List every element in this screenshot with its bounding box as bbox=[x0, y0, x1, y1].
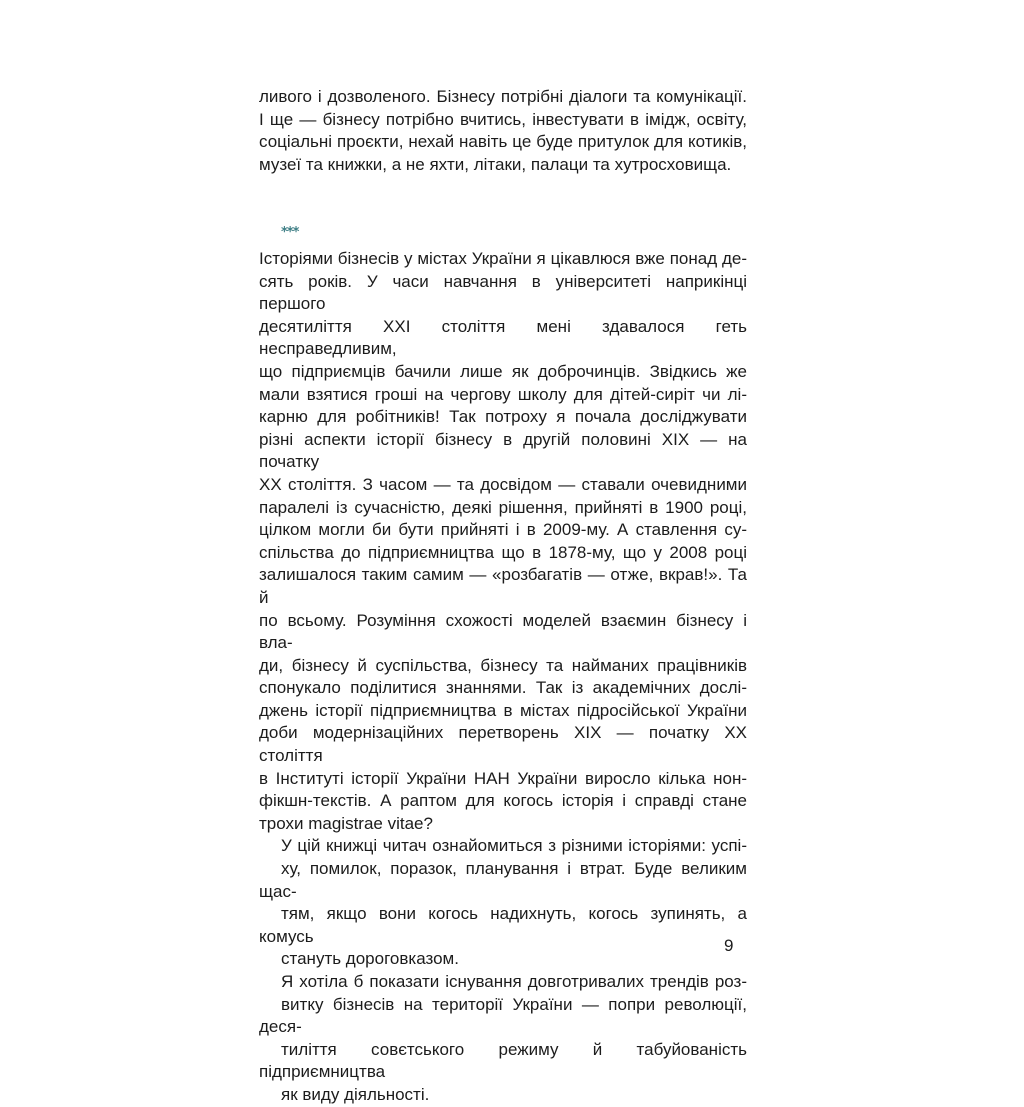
paragraph-2 bbox=[259, 835, 747, 971]
section-separator: *** bbox=[281, 225, 299, 240]
text-line: цілком могли би бути прийняті і в 2009-му. А ставлення су- bbox=[259, 520, 747, 540]
text-line: ди, бізнесу й суспільства, бізнесу та найманих працівників bbox=[259, 655, 747, 675]
intro-paragraph bbox=[259, 86, 747, 176]
text-line: У цій книжці читач ознайомиться з різними історіями: успі- bbox=[281, 836, 747, 856]
text-line: витку бізнесів на території України — попри революції, деся- bbox=[259, 994, 747, 1037]
text-line: спільства до підприємництва що в 1878-му, що у 2008 році bbox=[259, 542, 747, 562]
text-line: що підприємців бачили лише як доброчинців. Звідкись же bbox=[259, 361, 747, 381]
text-line: музеї та книжки, а не яхти, літаки, палаци та хутросховища. bbox=[259, 154, 732, 174]
text-line: десятиліття ХХІ століття мені здавалося геть несправедливим, bbox=[259, 316, 747, 359]
text-line: тям, якщо вони когось надихнуть, когось зупинять, а комусь bbox=[259, 904, 747, 946]
text-line: стануть дороговказом. bbox=[281, 949, 459, 969]
text-line: ХХ століття. З часом — та досвідом — ставали очевидними bbox=[259, 474, 747, 494]
text-line: доби модернізаційних перетворень ХІХ — початку ХХ століття bbox=[259, 723, 747, 766]
text-line: як виду діяльності. bbox=[281, 1084, 430, 1104]
text-line: Я хотіла б показати існування довготривалих трендів роз- bbox=[281, 972, 747, 991]
text-line: тиліття совєтського режиму й табуйованість підприємництва bbox=[259, 1039, 747, 1082]
text-line: ху, помилок, поразок, планування і втрат. Буде великим щас- bbox=[259, 859, 747, 901]
text-line: ливого і дозволеного. Бізнесу потрібні діалоги та комунікації. bbox=[259, 87, 747, 106]
page-number: 9 bbox=[724, 936, 734, 955]
main-text bbox=[259, 248, 747, 1107]
text-line: різні аспекти історії бізнесу в другій половині ХІХ — на початку bbox=[259, 429, 747, 472]
text-line: сять років. У часи навчання в університеті наприкінці першого bbox=[259, 271, 747, 314]
text-line: І ще — бізнесу потрібно вчитись, інвестувати в імідж, освіту, bbox=[259, 109, 747, 129]
text-line: джень історії підприємництва в містах підросійської України bbox=[259, 700, 747, 720]
text-line: Історіями бізнесів у містах України я цікавлюся вже понад де- bbox=[259, 249, 747, 268]
text-line: залишалося таким самим — «розбагатів — отже, вкрав!». Та й bbox=[259, 565, 747, 607]
text-line: паралелі із сучасністю, деякі рішення, прийняті в 1900 році, bbox=[259, 497, 747, 517]
text-line: соціальні проєкти, нехай навіть це буде притулок для котиків, bbox=[259, 132, 747, 152]
text-line: по всьому. Розуміння схожості моделей взаємин бізнесу і вла- bbox=[259, 610, 747, 653]
text-line: в Інституті історії України НАН України виросло кілька нон- bbox=[259, 768, 747, 788]
text-line: карню для робітників! Так потроху я почала досліджувати bbox=[259, 407, 747, 427]
text-line: мали взятися гроші на чергову школу для дітей-сиріт чи лі- bbox=[259, 384, 747, 404]
paragraph-3 bbox=[259, 971, 747, 1107]
text-line: спонукало поділитися знаннями. Так із академічних дослі- bbox=[259, 678, 747, 698]
text-line: фікшн-текстів. А раптом для когось історія і справді стане bbox=[259, 791, 747, 811]
paragraph-1 bbox=[259, 248, 747, 835]
text-line: трохи magistrae vitae? bbox=[259, 813, 433, 833]
